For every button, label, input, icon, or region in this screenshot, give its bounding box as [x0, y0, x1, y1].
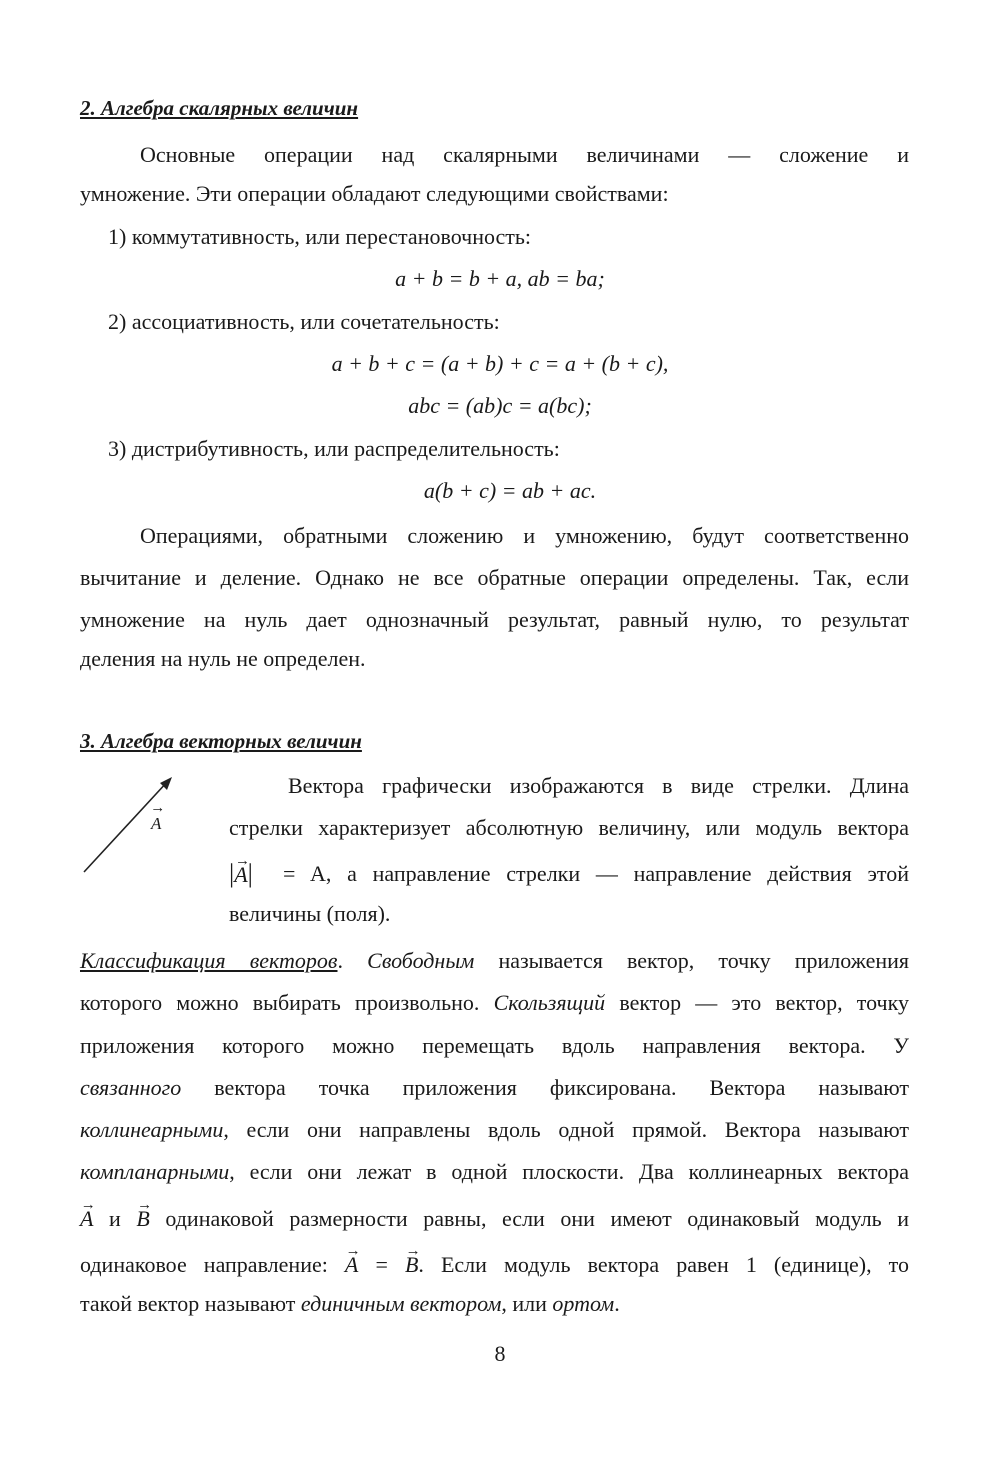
paragraph-line: умножение на нуль дает однозначный результат, равный нулю, то результат [80, 607, 909, 632]
paragraph-line: величины (поля). [229, 901, 391, 926]
vector-b-symbol: → B [136, 1203, 149, 1235]
paragraph-line: коллинеарными, если они направлены вдоль одной прямой. Вектора называют [80, 1117, 909, 1142]
paragraph-line: = A, а направление стрелки — направление действия этой [283, 861, 909, 886]
paragraph-line: связанного вектора точка приложения фиксирована. Вектора называют [80, 1075, 909, 1100]
paragraph-line: стрелки характеризует абсолютную величину, или модуль вектора [229, 815, 909, 840]
term-ort: ортом [552, 1291, 615, 1316]
vector-arrow-figure [80, 775, 180, 880]
section-heading-vector: 3. Алгебра векторных величин [80, 729, 362, 753]
formula-associative-product: abc = (ab)c = a(bc); [408, 393, 592, 418]
page-number: 8 [494, 1341, 506, 1366]
vector-b-symbol: → B [405, 1249, 418, 1281]
term-bound: связанного [80, 1075, 182, 1100]
formula-distributive: a(b + c) = ab + ac. [423, 478, 597, 503]
list-item-distributivity: 3) дистрибутивность, или распределительность: [108, 436, 560, 461]
paragraph-line: приложения которого можно перемещать вдоль направления вектора. У [80, 1033, 909, 1058]
paragraph-line: одинаковое направление: → A = → B. Если модуль вектора равен 1 (единице), то [80, 1249, 909, 1281]
vector-modulus-abs: |→ A| [229, 858, 253, 890]
paragraph-line: Классификация векторов. Свободным называется вектор, точку приложения [80, 948, 910, 973]
vector-a-symbol: → A [345, 1249, 358, 1281]
paragraph-line: компланарными, если они лежат в одной плоскости. Два коллинеарных вектора [80, 1159, 909, 1184]
paragraph-line: Основные операции над скалярными величинами — сложение и [140, 142, 909, 167]
formula-associative-sum: a + b + c = (a + b) + c = a + (b + c), [331, 351, 669, 376]
section-heading-scalar: 2. Алгебра скалярных величин [80, 96, 359, 120]
vector-a-symbol: → A [80, 1203, 93, 1235]
term-unit-vector: единичным вектором [300, 1291, 502, 1316]
figure-vector-label: → A [151, 814, 161, 834]
paragraph-line: вычитание и деление. Однако не все обратные операции определены. Так, если [80, 565, 909, 590]
list-item-commutativity: 1) коммутативность, или перестановочность: [108, 224, 532, 249]
term-sliding: Скользящий [493, 990, 606, 1015]
paragraph-line: деления на нуль не определен. [80, 646, 366, 671]
paragraph-line: которого можно выбирать произвольно. Скользящий вектор — это вектор, точку [80, 990, 909, 1015]
paragraph-line: умножение. Эти операции обладают следующими свойствами: [80, 181, 669, 206]
paragraph-line: такой вектор называют единичным вектором, или ортом. [80, 1291, 620, 1316]
vector-a-symbol: → A [234, 859, 247, 891]
paragraph-line: → A и → B одинаковой размерности равны, если они имеют одинаковый модуль и [80, 1203, 909, 1235]
paragraph-line: Вектора графически изображаются в виде стрелки. Длина [288, 773, 909, 798]
classification-title: Классификация векторов [80, 948, 338, 973]
list-item-associativity: 2) ассоциативность, или сочетательность: [108, 309, 500, 334]
term-coplanar: компланарными [80, 1159, 230, 1184]
term-free: Свободным [367, 948, 475, 973]
formula-commutative: a + b = b + a, ab = ba; [395, 266, 605, 291]
paragraph-line: Операциями, обратными сложению и умножению, будут соответственно [140, 523, 909, 548]
term-collinear: коллинеарными [80, 1117, 224, 1142]
